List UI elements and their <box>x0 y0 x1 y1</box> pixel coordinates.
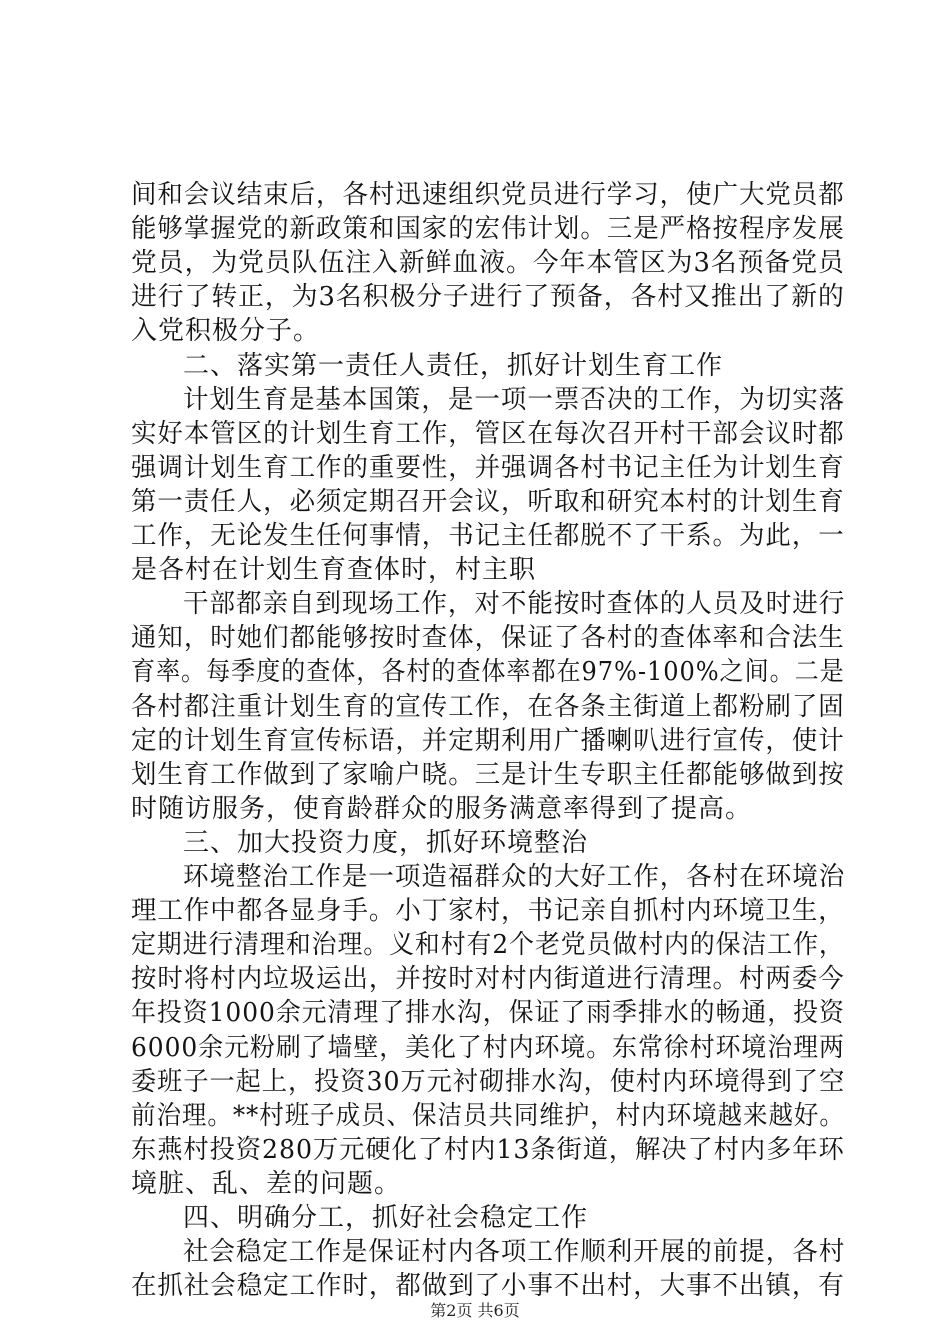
text-line: 定的计划生育宣传标语，并定期利用广播喇叭进行宣传，使计 <box>131 726 845 756</box>
section-heading: 二、落实第一责任人责任，抓好计划生育工作 <box>183 351 724 381</box>
section-heading: 三、加大投资力度，抓好环境整治 <box>183 828 589 858</box>
text-line: 社会稳定工作是保证村内各项工作顺利开展的前提，各村 <box>183 1237 846 1267</box>
text-line: 通知，时她们都能够按时查体，保证了各村的查体率和合法生 <box>131 623 845 653</box>
text-line: 是各村在计划生育查体时，村主职 <box>131 555 537 585</box>
text-line: 间和会议结束后，各村迅速组织党员进行学习，使广大党员都 <box>131 180 845 210</box>
text-line: 第一责任人，必须定期召开会议，听取和研究本村的计划生育 <box>131 487 845 517</box>
text-line: 前治理。**村班子成员、保洁员共同维护，村内环境越来越好。 <box>131 1101 845 1131</box>
text-line: 年投资1000余元清理了排水沟，保证了雨季排水的畅通，投资 <box>131 998 845 1028</box>
page-number-footer: 第2页 共6页 <box>430 1301 520 1320</box>
text-line: 划生育工作做到了家喻户晓。三是计生专职主任都能够做到按 <box>131 760 845 790</box>
text-line: 定期进行清理和治理。义和村有2个老党员做村内的保洁工作， <box>131 930 845 960</box>
section-heading: 四、明确分工，抓好社会稳定工作 <box>183 1203 589 1233</box>
text-line: 各村都注重计划生育的宣传工作，在各条主街道上都粉刷了固 <box>131 692 845 722</box>
text-line: 时随访服务，使育龄群众的服务满意率得到了提高。 <box>131 794 753 824</box>
text-line: 入党积极分子。 <box>131 316 321 346</box>
text-line: 育率。每季度的查体，各村的查体率都在97%-100%之间。二是 <box>131 657 845 687</box>
text-line: 党员，为党员队伍注入新鲜血液。今年本管区为3名预备党员 <box>131 248 845 278</box>
text-line: 境脏、乱、差的问题。 <box>131 1169 402 1199</box>
text-line: 进行了转正，为3名积极分子进行了预备，各村又推出了新的 <box>131 282 845 312</box>
text-line: 东燕村投资280万元硬化了村内13条街道，解决了村内多年环 <box>131 1135 845 1165</box>
text-line: 计划生育是基本国策，是一项一票否决的工作，为切实落 <box>183 385 846 415</box>
text-line: 强调计划生育工作的重要性，并强调各村书记主任为计划生育 <box>131 453 845 483</box>
text-line: 实好本管区的计划生育工作，管区在每次召开村干部会议时都 <box>131 419 845 449</box>
text-line: 委班子一起上，投资30万元衬砌排水沟，使村内环境得到了空 <box>131 1067 846 1097</box>
text-line: 6000余元粉刷了墙壁，美化了村内环境。东常徐村环境治理两 <box>131 1033 845 1063</box>
text-line: 理工作中都各显身手。小丁家村，书记亲自抓村内环境卫生， <box>131 896 845 926</box>
text-line: 干部都亲自到现场工作，对不能按时查体的人员及时进行 <box>183 589 846 619</box>
text-line: 能够掌握党的新政策和国家的宏伟计划。三是严格按程序发展 <box>131 214 845 244</box>
text-line: 按时将村内垃圾运出，并按时对村内街道进行清理。村两委今 <box>131 964 845 994</box>
text-line: 工作，无论发生任何事情，书记主任都脱不了干系。为此，一 <box>131 521 845 551</box>
text-line: 环境整治工作是一项造福群众的大好工作，各村在环境治 <box>183 862 846 892</box>
text-line: 在抓社会稳定工作时，都做到了小事不出村，大事不出镇，有 <box>131 1271 845 1301</box>
